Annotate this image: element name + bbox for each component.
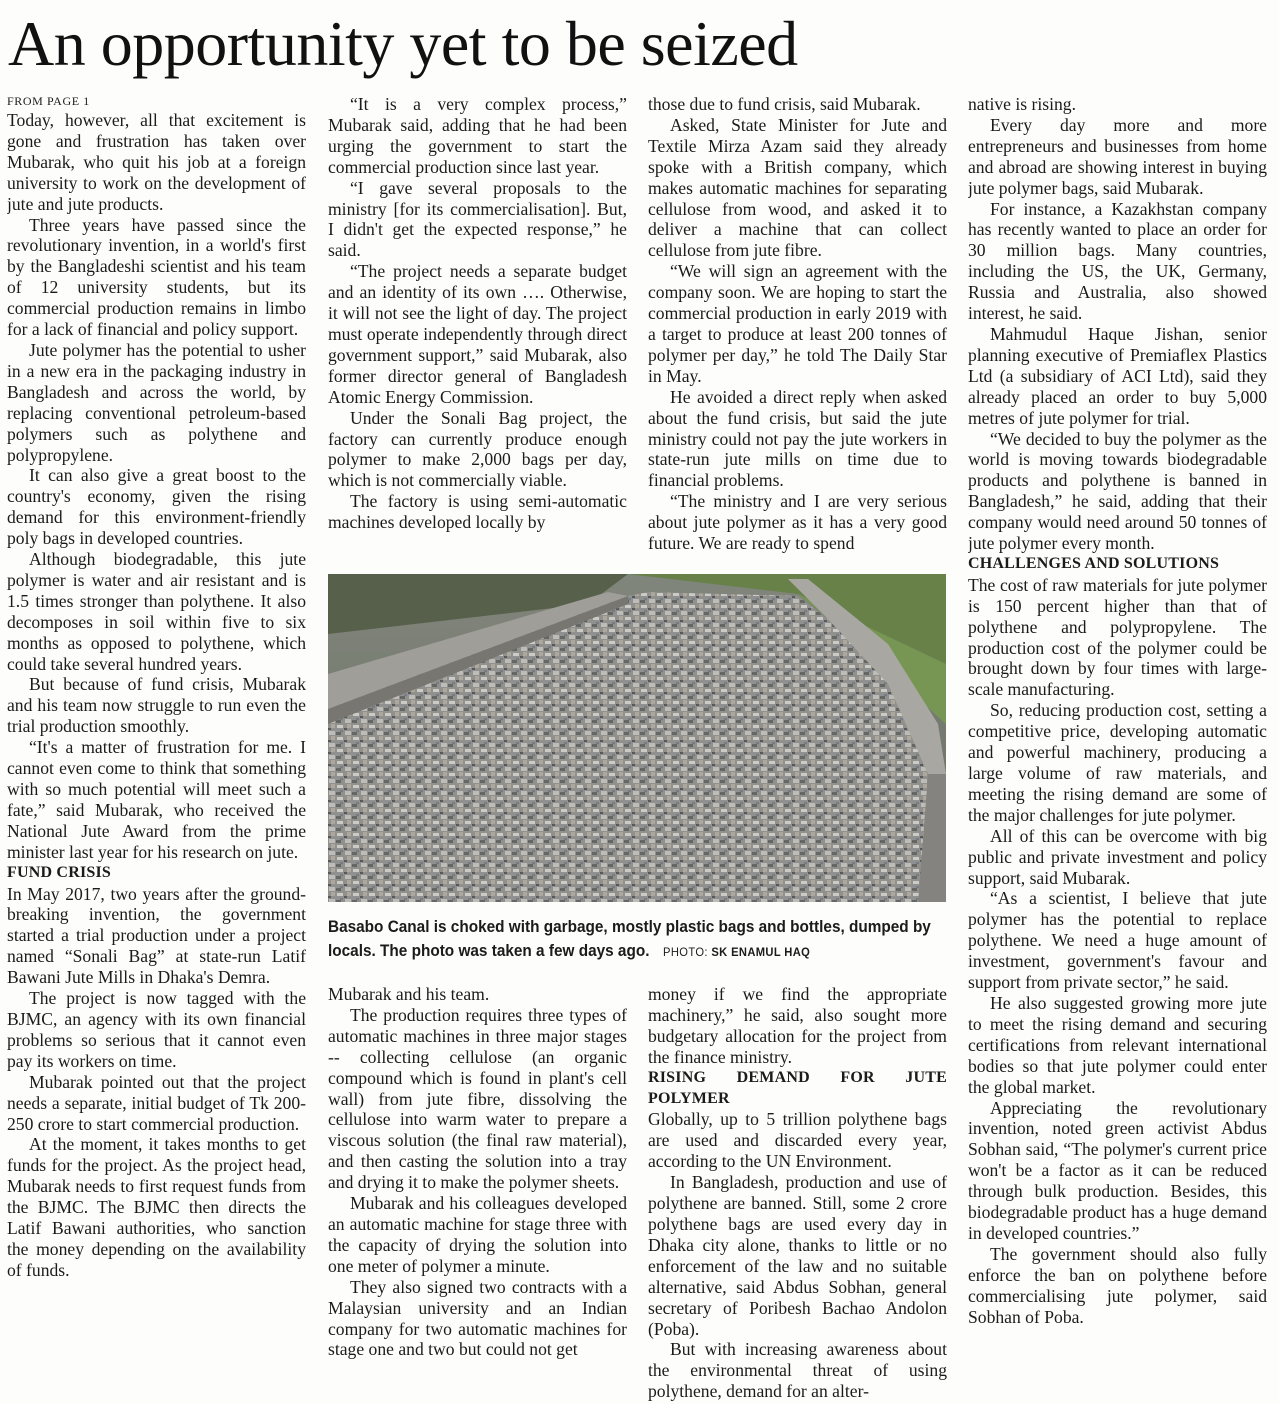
paragraph: “As a scientist, I believe that jute polymer has the potential to replace polythene. We need a huge amount of investment, government's favour and support from private sector,” he said. <box>968 888 1267 993</box>
paragraph: But because of fund crisis, Mubarak and his team now struggle to run even the trial production smoothly. <box>7 674 306 737</box>
article-column-3-top <box>648 94 947 554</box>
paragraph: But with increasing awareness about the environmental threat of using polythene, demand for an alter- <box>648 1339 947 1402</box>
paragraph: native is rising. <box>968 94 1076 114</box>
paragraph: He also suggested growing more jute to meet the rising demand and securing certifications from relevant international bodies so that jute polymer could enter the global market. <box>968 992 1267 1097</box>
article-column-3-bottom <box>648 984 947 1404</box>
subheading-challenges: CHALLENGES AND SOLUTIONS <box>968 554 1220 572</box>
paragraph: They also signed two contracts with a Malaysian university and an Indian company for two automatic machines for stage one and two but could not get <box>328 1276 627 1360</box>
subheading-fund-crisis: FUND CRISIS <box>7 863 111 881</box>
paragraph: All of this can be overcome with big public and private investment and policy support, said Mubarak. <box>968 825 1267 888</box>
paragraph: In Bangladesh, production and use of polythene are banned. Still, some 2 crore polythene bags are used every day in Dhaka city alone, thanks to little or no enforcement of the law and no suitable alternative, said Abdus Sobhan, general secretary of Poribesh Bachao Andolon (Poba). <box>648 1172 947 1339</box>
paragraph: At the moment, it takes months to get funds for the project. As the project head, Mubarak needs to first request funds from the BJMC. The BJMC then directs the Latif Bawani authorities, who sanction the money depending on the availability of funds. <box>7 1134 306 1280</box>
paragraph: “I gave several proposals to the ministry [for its commercialisation]. But, I didn't get the expected response,” he said. <box>328 177 627 261</box>
paragraph: In May 2017, two years after the ground-breaking invention, the government started a trial production under a project named “Sonali Bag” at state-run Latif Bawani Jute Mills in Dhaka's Demra. <box>7 883 306 988</box>
paragraph: The government should also fully enforce the ban on polythene before commercialising jute polymer, said Sobhan of Poba. <box>968 1243 1267 1327</box>
paragraph: money if we find the appropriate machinery,” he said, also sought more budgetary allocation for the project from the finance ministry. <box>648 984 947 1067</box>
paragraph: “We decided to buy the polymer as the world is moving towards biodegradable products and polythene is banned in Bangladesh,” he said, adding that their company would need around 50 tonnes of jute polymer every month. <box>968 428 1267 554</box>
from-page-label: FROM PAGE 1 <box>7 94 90 108</box>
photo-credit-name: SK ENAMUL HAQ <box>711 945 811 959</box>
paragraph: Asked, State Minister for Jute and Textile Mirza Azam said they already spoke with a British company, which makes automatic machines for separating cellulose from wood, and asked it to deliver a machine that can collect cellulose from jute fibre. <box>648 114 947 261</box>
paragraph: “We will sign an agreement with the company soon. We are hoping to start the commercial production in early 2019 with a target to produce at least 200 tonnes of polymer per day,” he told The Daily Star in May. <box>648 261 947 386</box>
paragraph: Mahmudul Haque Jishan, senior planning executive of Premiaflex Plastics Ltd (a subsidiary of ACI Ltd), said they already placed an order to buy 5,000 metres of jute polymer for trial. <box>968 323 1267 428</box>
paragraph: The factory is using semi-automatic machines developed locally by <box>328 491 627 533</box>
paragraph: The production requires three types of automatic machines in three major stages -- collecting cellulose (an organic compound which is found in plant's cell wall) from jute fibre, dissolving the cellulose into warm water to prepare a viscous solution (the final raw material), and then casting the solution into a tray and drying it to make the polymer sheets. <box>328 1004 627 1193</box>
paragraph: “The ministry and I are very serious about jute polymer as it has a very good future. We are ready to spend <box>648 491 947 554</box>
paragraph: He avoided a direct reply when asked about the fund crisis, but said the jute ministry could not pay the jute workers in state-run jute mills on time due to financial problems. <box>648 386 947 491</box>
photo-credit-label: PHOTO: <box>663 945 708 959</box>
photo-caption <box>328 915 946 964</box>
subheading-rising-demand: RISING DEMAND FOR JUTE POLYMER <box>648 1068 947 1107</box>
paragraph: “It is a very complex process,” Mubarak said, adding that he had been urging the government to start the commercial production since last year. <box>328 94 627 177</box>
paragraph: Globally, up to 5 trillion polythene bags are used and discarded every year, according to the UN Environment. <box>648 1109 947 1172</box>
headline: An opportunity yet to be seized <box>8 8 798 79</box>
paragraph: Mubarak pointed out that the project needs a separate, initial budget of Tk 200-250 crore to start commercial production. <box>7 1071 306 1134</box>
paragraph: Every day more and more entrepreneurs and businesses from home and abroad are showing interest in buying jute polymer bags, said Mubarak. <box>968 114 1267 198</box>
paragraph: those due to fund crisis, said Mubarak. <box>648 94 921 114</box>
canal-garbage-image <box>328 574 946 902</box>
article-column-4 <box>968 94 1267 1404</box>
paragraph: Appreciating the revolutionary invention, noted green activist Abdus Sobhan said, “The polymer's current price won't be a factor as it can be reduced through bulk production. Besides, this biodegradable product has a huge demand in developed countries.” <box>968 1097 1267 1243</box>
article-column-2-bottom <box>328 984 627 1404</box>
article-column-2-top <box>328 94 627 554</box>
paragraph: Today, however, all that excitement is gone and frustration has taken over Mubarak, who quit his job at a foreign university to work on the development of jute and jute products. <box>7 110 306 214</box>
paragraph: For instance, a Kazakhstan company has recently wanted to place an order for 30 million bags. Many countries, including the US, the UK, Germany, Russia and Australia, also showed interest, he said. <box>968 198 1267 324</box>
paragraph: Three years have passed since the revolutionary invention, in a world's first by the Bangladeshi scientist and his team of 12 university students, but its commercial production remains in limbo for a lack of financial and policy support. <box>7 214 306 340</box>
paragraph: Although biodegradable, this jute polymer is water and air resistant and is 1.5 times stronger than polythene. It also decomposes in soil within five to six months as opposed to polythene, which could take several hundred years. <box>7 549 306 674</box>
paragraph: Mubarak and his team. <box>328 984 490 1004</box>
paragraph: Under the Sonali Bag project, the factory can currently produce enough polymer to make 2,000 bags per day, which is not commercially viable. <box>328 407 627 491</box>
paragraph: It can also give a great boost to the country's economy, given the rising demand for this environment-friendly poly bags in developed countries. <box>7 465 306 549</box>
paragraph: “The project needs a separate budget and an identity of its own …. Otherwise, it will not see the light of day. The project must operate independently through direct government support,” said Mubarak, also former director general of Bangladesh Atomic Energy Commission. <box>328 261 627 407</box>
paragraph: “It's a matter of frustration for me. I cannot even come to think that something with so much potential will meet such a fate,” said Mubarak, who received the National Jute Award from the prime minister last year for his research on jute. <box>7 737 306 862</box>
paragraph: Jute polymer has the potential to usher in a new era in the packaging industry in Bangladesh and across the world, by replacing conventional petroleum-based polymers such as polythene and polypropylene. <box>7 339 306 465</box>
paragraph: So, reducing production cost, setting a competitive price, developing automatic and powerful machinery, producing a large volume of raw materials, and meeting the rising demand are some of the major challenges for jute polymer. <box>968 700 1267 825</box>
paragraph: The cost of raw materials for jute polymer is 150 percent higher than that of polythene and polypropylene. The production cost of the polymer could be brought down by four times with large-scale manufacturing. <box>968 574 1267 700</box>
canal-photo <box>328 574 946 902</box>
caption-text: Basabo Canal is choked with garbage, mostly plastic bags and bottles, dumped by locals. The photo was taken a few days ago. <box>328 918 931 960</box>
paragraph: Mubarak and his colleagues developed an automatic machine for stage three with the capacity of drying the solution into one meter of polymer a minute. <box>328 1193 627 1276</box>
article-column-1 <box>7 94 306 1400</box>
paragraph: The project is now tagged with the BJMC, an agency with its own financial problems so serious that it cannot even pay its workers on time. <box>7 988 306 1071</box>
photo-credit <box>663 945 810 959</box>
